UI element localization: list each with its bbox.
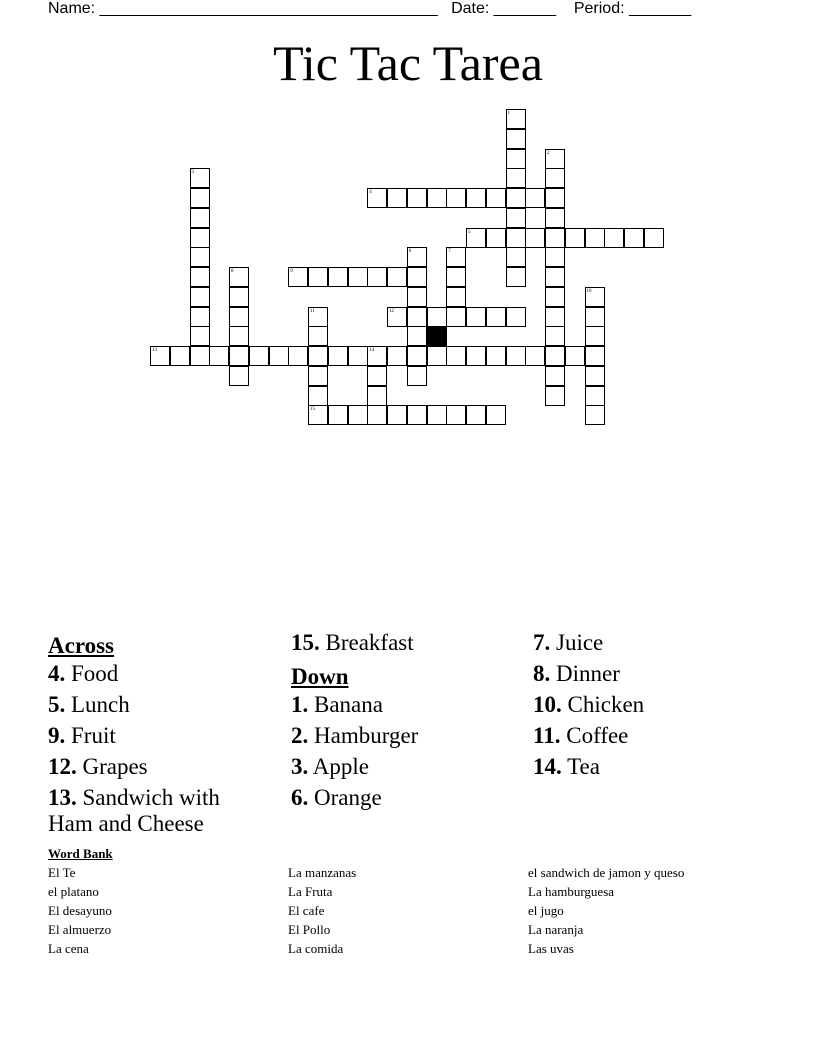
crossword-cell[interactable] bbox=[466, 405, 486, 425]
crossword-cell[interactable] bbox=[506, 247, 526, 267]
clue-number: 14. bbox=[533, 754, 562, 779]
word-bank-column-2 bbox=[288, 863, 356, 958]
clue-text: Food bbox=[71, 661, 119, 686]
clue-down-6 bbox=[291, 785, 506, 811]
clue-number: 13. bbox=[48, 785, 77, 810]
crossword-cell[interactable] bbox=[407, 346, 427, 366]
crossword-grid bbox=[0, 0, 816, 440]
clue-number-label: 3 bbox=[191, 170, 194, 176]
clue-number-label: 7 bbox=[448, 249, 451, 255]
clue-across-15 bbox=[291, 630, 506, 656]
clue-down-14 bbox=[533, 754, 748, 780]
crossword-cell[interactable] bbox=[407, 405, 427, 425]
crossword-block bbox=[427, 326, 447, 346]
crossword-cell[interactable] bbox=[288, 346, 308, 366]
word-bank-item: La Fruta bbox=[288, 884, 333, 899]
clue-across-9 bbox=[48, 723, 263, 749]
crossword-cell[interactable] bbox=[367, 405, 387, 425]
crossword-cell[interactable] bbox=[466, 346, 486, 366]
clue-text: Orange bbox=[314, 785, 382, 810]
crossword-cell[interactable] bbox=[486, 346, 506, 366]
crossword-cell[interactable] bbox=[446, 188, 466, 208]
crossword-cell[interactable] bbox=[328, 346, 348, 366]
crossword-cell[interactable] bbox=[407, 287, 427, 307]
word-bank-item: Las uvas bbox=[528, 941, 574, 956]
crossword-cell[interactable] bbox=[387, 267, 407, 287]
period-label: Period: bbox=[573, 0, 625, 17]
word-bank-item: La hamburguesa bbox=[528, 884, 615, 899]
crossword-cell[interactable] bbox=[585, 326, 605, 346]
crossword-cell[interactable] bbox=[407, 267, 427, 287]
clue-number: 9. bbox=[48, 723, 66, 748]
crossword-cell[interactable] bbox=[387, 188, 407, 208]
clue-number-label: 6 bbox=[408, 249, 412, 255]
across-heading: Across bbox=[48, 633, 115, 658]
crossword-cell[interactable] bbox=[190, 188, 210, 208]
clues-column-3 bbox=[533, 630, 748, 785]
crossword-cell[interactable] bbox=[190, 228, 210, 248]
clue-number: 7. bbox=[533, 630, 551, 655]
clue-text: Breakfast bbox=[325, 630, 414, 655]
crossword-cell[interactable] bbox=[308, 326, 328, 346]
clue-number-label: 13 bbox=[152, 348, 157, 353]
clue-down-10 bbox=[533, 692, 748, 718]
crossword-cell[interactable] bbox=[506, 228, 526, 248]
clue-number-label: 12 bbox=[389, 308, 394, 314]
clue-number: 3. bbox=[291, 754, 309, 779]
word-bank-item: El cafe bbox=[288, 903, 325, 918]
crossword-cell[interactable] bbox=[486, 228, 506, 248]
clue-text: Juice bbox=[556, 630, 604, 655]
crossword-cell[interactable] bbox=[190, 307, 210, 327]
crossword-cell[interactable] bbox=[545, 168, 565, 188]
crossword-cell[interactable] bbox=[525, 346, 545, 366]
clue-down-1 bbox=[291, 692, 506, 718]
clue-text: Tea bbox=[567, 754, 600, 779]
clue-down-7 bbox=[533, 630, 748, 656]
crossword-cell[interactable] bbox=[506, 307, 526, 327]
crossword-cell[interactable] bbox=[585, 307, 605, 327]
crossword-cell[interactable] bbox=[506, 129, 526, 149]
crossword-cell[interactable] bbox=[190, 287, 210, 307]
clue-number: 10. bbox=[533, 692, 562, 717]
crossword-cell[interactable] bbox=[308, 366, 328, 386]
clue-number-label: 8 bbox=[231, 269, 234, 274]
crossword-cell[interactable] bbox=[190, 267, 210, 287]
crossword-cell[interactable] bbox=[446, 307, 466, 327]
word-bank-item: La manzanas bbox=[288, 865, 357, 880]
clue-text: Apple bbox=[312, 754, 369, 779]
word-bank-title: Word Bank bbox=[48, 846, 113, 861]
crossword-cell[interactable] bbox=[348, 405, 368, 425]
name-blank[interactable]: ______________________________________ bbox=[99, 0, 438, 17]
word-bank-item: La comida bbox=[288, 941, 344, 956]
crossword-cell[interactable] bbox=[229, 307, 249, 327]
crossword-cell[interactable] bbox=[565, 228, 585, 248]
clue-across-5 bbox=[48, 692, 263, 718]
clue-number-label: 15 bbox=[310, 407, 315, 413]
crossword-cell[interactable] bbox=[585, 386, 605, 406]
crossword-cell[interactable] bbox=[427, 405, 447, 425]
word-bank-item: La cena bbox=[48, 941, 89, 956]
clue-text: Coffee bbox=[566, 723, 629, 748]
crossword-cell[interactable] bbox=[308, 267, 328, 287]
crossword-cell[interactable] bbox=[604, 228, 624, 248]
crossword-cell[interactable] bbox=[545, 346, 565, 366]
clue-number-label: 4 bbox=[369, 190, 372, 195]
crossword-cell[interactable] bbox=[427, 307, 447, 327]
clue-number: 15. bbox=[291, 630, 320, 655]
clue-number-label: 10 bbox=[586, 288, 592, 294]
crossword-cell[interactable] bbox=[229, 326, 249, 346]
crossword-cell[interactable] bbox=[545, 188, 565, 208]
crossword-cell[interactable] bbox=[190, 208, 210, 228]
word-bank-item: El desayuno bbox=[48, 903, 112, 918]
crossword-cell[interactable] bbox=[545, 247, 565, 267]
crossword-cell[interactable] bbox=[565, 346, 585, 366]
crossword-cell[interactable] bbox=[506, 168, 526, 188]
crossword-cell[interactable] bbox=[407, 326, 427, 346]
clue-number: 8. bbox=[533, 661, 551, 686]
crossword-cell[interactable] bbox=[190, 247, 210, 267]
clue-down-2 bbox=[291, 723, 506, 749]
crossword-cell[interactable] bbox=[466, 307, 486, 327]
clue-number: 12. bbox=[48, 754, 77, 779]
crossword-cell[interactable] bbox=[249, 346, 269, 366]
crossword-cell[interactable] bbox=[545, 208, 565, 228]
down-heading: Down bbox=[291, 664, 349, 689]
period-blank[interactable]: _______ bbox=[629, 0, 692, 17]
crossword-cell[interactable] bbox=[170, 346, 190, 366]
clue-down-8 bbox=[533, 661, 748, 687]
crossword-cell[interactable] bbox=[367, 366, 387, 386]
word-bank-column-1 bbox=[48, 863, 112, 958]
crossword-cell[interactable] bbox=[427, 346, 447, 366]
crossword-cell[interactable] bbox=[486, 188, 506, 208]
clue-number: 6. bbox=[291, 785, 309, 810]
crossword-cell[interactable] bbox=[446, 346, 466, 366]
clues-column-1 bbox=[48, 630, 263, 842]
clue-number-label: 11 bbox=[310, 308, 315, 314]
crossword-cell[interactable] bbox=[269, 346, 289, 366]
clue-down-3 bbox=[291, 754, 506, 780]
clue-number: 4. bbox=[48, 661, 66, 686]
crossword-cell[interactable] bbox=[229, 287, 249, 307]
clue-text: Banana bbox=[314, 692, 383, 717]
crossword-cell[interactable] bbox=[486, 307, 506, 327]
crossword-cell[interactable] bbox=[348, 346, 368, 366]
crossword-cell[interactable] bbox=[407, 366, 427, 386]
clue-across-12 bbox=[48, 754, 263, 780]
crossword-cell[interactable] bbox=[190, 326, 210, 346]
crossword-cell[interactable] bbox=[387, 405, 407, 425]
clue-text: Dinner bbox=[556, 661, 620, 686]
clue-text: Sandwich with Ham and Cheese bbox=[48, 785, 220, 836]
crossword-cell[interactable] bbox=[545, 228, 565, 248]
crossword-cell[interactable] bbox=[506, 149, 526, 169]
clue-text: Chicken bbox=[567, 692, 645, 717]
clue-number-label: 14 bbox=[369, 348, 375, 353]
crossword-cell[interactable] bbox=[486, 405, 506, 425]
clue-number-label: 9 bbox=[290, 269, 293, 274]
clues-column-2 bbox=[291, 630, 506, 816]
crossword-cell[interactable] bbox=[545, 287, 565, 307]
word-bank-item: el platano bbox=[48, 884, 99, 899]
word-bank-item: El Pollo bbox=[288, 922, 331, 937]
clue-number-label: 2 bbox=[547, 150, 550, 156]
crossword-cell[interactable] bbox=[229, 366, 249, 386]
crossword-cell[interactable] bbox=[446, 267, 466, 287]
crossword-cell[interactable] bbox=[367, 267, 387, 287]
crossword-cell[interactable] bbox=[506, 188, 526, 208]
date-label: Date: bbox=[451, 0, 490, 17]
clue-text: Fruit bbox=[71, 723, 116, 748]
crossword-cell[interactable] bbox=[308, 386, 328, 406]
clue-down-11 bbox=[533, 723, 748, 749]
crossword-cell[interactable] bbox=[585, 346, 605, 366]
clue-number: 5. bbox=[48, 692, 66, 717]
word-bank-item: La naranja bbox=[528, 922, 584, 937]
word-bank-item: El Te bbox=[48, 865, 76, 880]
crossword-cell[interactable] bbox=[229, 346, 249, 366]
clue-number: 1. bbox=[291, 692, 309, 717]
word-bank-item: El almuerzo bbox=[48, 922, 112, 937]
clue-text: Lunch bbox=[71, 692, 130, 717]
crossword-cell[interactable] bbox=[545, 267, 565, 287]
crossword-cell[interactable] bbox=[585, 366, 605, 386]
crossword-cell[interactable] bbox=[545, 366, 565, 386]
crossword-cell[interactable] bbox=[328, 267, 348, 287]
clue-text: Grapes bbox=[82, 754, 148, 779]
crossword-cell[interactable] bbox=[644, 228, 664, 248]
word-bank-item: el sandwich de jamon y queso bbox=[528, 865, 685, 880]
crossword-cell[interactable] bbox=[506, 346, 526, 366]
crossword-cell[interactable] bbox=[545, 307, 565, 327]
clue-across-4 bbox=[48, 661, 263, 687]
crossword-cell[interactable] bbox=[585, 228, 605, 248]
crossword-cell[interactable] bbox=[407, 307, 427, 327]
crossword-cell[interactable] bbox=[367, 386, 387, 406]
crossword-cell[interactable] bbox=[624, 228, 644, 248]
crossword-cell[interactable] bbox=[525, 188, 545, 208]
date-blank[interactable]: _______ bbox=[493, 0, 557, 17]
word-bank-item: el jugo bbox=[528, 903, 564, 918]
crossword-cell[interactable] bbox=[506, 267, 526, 287]
crossword-cell[interactable] bbox=[328, 405, 348, 425]
crossword-cell[interactable] bbox=[506, 208, 526, 228]
crossword-cell[interactable] bbox=[348, 267, 368, 287]
name-label: Name: bbox=[48, 0, 96, 17]
clue-number: 11. bbox=[533, 723, 561, 748]
clue-number-label: 1 bbox=[507, 111, 510, 116]
crossword-cell[interactable] bbox=[545, 386, 565, 406]
crossword-cell[interactable] bbox=[209, 346, 229, 366]
crossword-cell[interactable] bbox=[407, 188, 427, 208]
word-bank-column-3 bbox=[528, 863, 684, 958]
clue-across-13 bbox=[48, 785, 263, 837]
crossword-cell[interactable] bbox=[545, 326, 565, 346]
crossword-cell[interactable] bbox=[585, 405, 605, 425]
crossword-cell[interactable] bbox=[525, 228, 545, 248]
crossword-cell[interactable] bbox=[466, 188, 486, 208]
page-title: Tic Tac Tarea bbox=[273, 35, 543, 91]
crossword-cell[interactable] bbox=[190, 346, 210, 366]
clue-number-label: 5 bbox=[468, 229, 471, 235]
crossword-cell[interactable] bbox=[308, 346, 328, 366]
crossword-cell[interactable] bbox=[446, 287, 466, 307]
clue-number: 2. bbox=[291, 723, 309, 748]
crossword-cell[interactable] bbox=[427, 188, 447, 208]
crossword-cell[interactable] bbox=[387, 346, 407, 366]
crossword-cell[interactable] bbox=[446, 405, 466, 425]
clue-text: Hamburger bbox=[314, 723, 419, 748]
